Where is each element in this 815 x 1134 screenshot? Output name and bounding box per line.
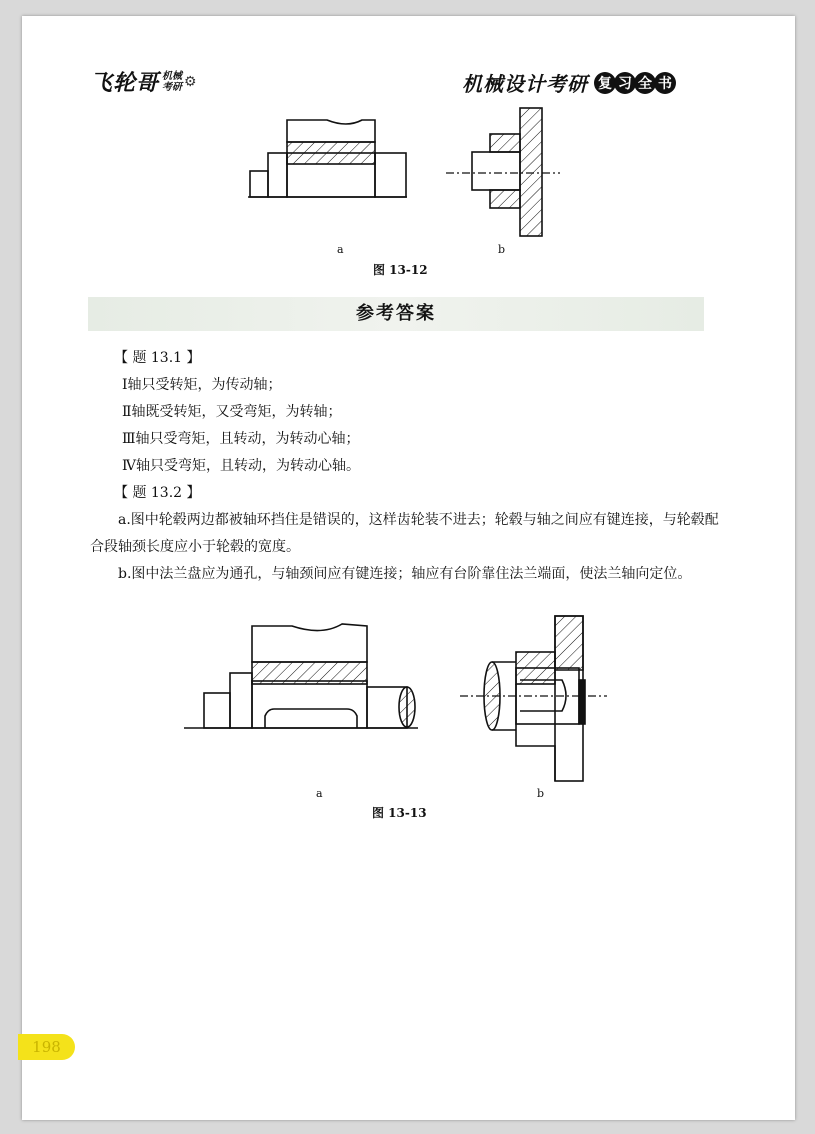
page-number: 198 — [18, 1034, 75, 1060]
figure-13-12-a-label: a — [337, 243, 344, 256]
q1-line-1: Ⅰ轴只受转矩，为传动轴； — [122, 377, 282, 393]
figure-13-12-a — [248, 120, 407, 197]
section-title: 参考答案 — [356, 303, 436, 324]
q1-title: 【 题 13.1 】 — [114, 350, 201, 366]
figure-13-12-caption: 图 13-12 — [373, 263, 428, 277]
figure-13-13-b-label: b — [537, 787, 545, 800]
figure-13-12-b — [446, 108, 560, 236]
q2-title: 【 题 13.2 】 — [114, 485, 201, 501]
figure-13-13-a — [184, 624, 418, 728]
series-title: 机械设计考研 — [462, 72, 588, 96]
figure-13-13-b — [460, 616, 607, 781]
q2-answer-a: a.图中轮毂两边都被轴环挡住是错误的，这样齿轮装不进去；轮毂与轴之间应有键连接，与轮毂配合段轴颈长度应小于轮毂的宽度。 — [90, 512, 719, 555]
q1-line-3: Ⅲ轴只受弯矩，且转动，为转动心轴； — [122, 431, 360, 447]
figure-13-12-b-label: b — [498, 243, 506, 256]
page — [22, 16, 795, 1120]
series-badge: 复 习 全 书 — [596, 72, 676, 94]
gear-icon: ⚙ — [184, 73, 197, 90]
q2-answer-b: b.图中法兰盘应为通孔，与轴颈间应有键连接；轴应有台阶靠住法兰端面，使法兰轴向定位。 — [118, 566, 692, 582]
q1-line-4: Ⅳ轴只受弯矩，且转动，为转动心轴。 — [122, 458, 360, 474]
q1-line-2: Ⅱ轴既受转矩，又受弯矩，为转轴； — [122, 404, 342, 420]
figure-13-13-a-label: a — [316, 787, 323, 800]
figure-13-13-caption: 图 13-13 — [372, 806, 427, 820]
brand-name: 飞轮哥 — [90, 71, 160, 96]
brand-subtitle: 机械 考研 — [162, 70, 183, 93]
